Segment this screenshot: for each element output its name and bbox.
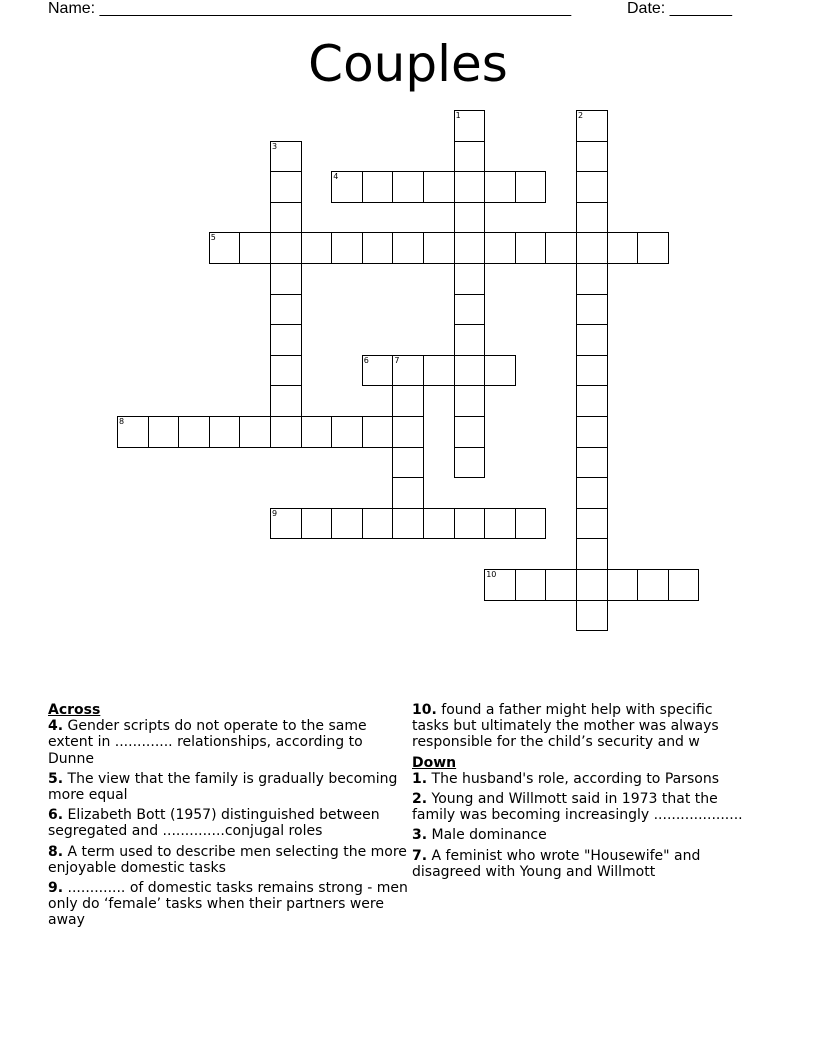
crossword-cell[interactable] bbox=[270, 508, 302, 540]
crossword-cell[interactable] bbox=[454, 171, 486, 203]
crossword-cell[interactable] bbox=[239, 232, 271, 264]
clue-number: 8 bbox=[119, 417, 125, 426]
clue-number: 6 bbox=[363, 355, 369, 365]
crossword-cell[interactable] bbox=[454, 294, 486, 326]
crossword-cell[interactable] bbox=[392, 447, 424, 479]
crossword-cell[interactable] bbox=[392, 171, 424, 203]
crossword-cell[interactable] bbox=[454, 385, 486, 417]
crossword-cell[interactable] bbox=[454, 141, 486, 173]
crossword-cell[interactable] bbox=[209, 416, 241, 448]
crossword-cell[interactable] bbox=[270, 416, 302, 448]
crossword-cell[interactable] bbox=[454, 324, 486, 356]
crossword-cell[interactable] bbox=[515, 232, 547, 264]
crossword-cell[interactable] bbox=[362, 355, 394, 387]
clue-number: 5 bbox=[210, 233, 216, 243]
across-clue-6: 6. Elizabeth Bott (1957) distinguished between segregated and ..............conjugal roles bbox=[48, 807, 380, 840]
crossword-cell[interactable] bbox=[270, 171, 302, 203]
crossword-cell[interactable] bbox=[454, 355, 486, 387]
crossword-cell[interactable] bbox=[392, 508, 424, 540]
crossword-cell[interactable] bbox=[301, 508, 333, 540]
crossword-cell[interactable] bbox=[454, 232, 486, 264]
crossword-cell[interactable] bbox=[301, 416, 333, 448]
clue-number: 3 bbox=[272, 141, 278, 151]
crossword-cell[interactable] bbox=[270, 324, 302, 356]
crossword-cell[interactable] bbox=[576, 569, 608, 601]
across-clue-4: 4. Gender scripts do not operate to the same extent in ............. relationships, according to Dunne bbox=[48, 718, 367, 767]
crossword-cell[interactable] bbox=[454, 202, 486, 234]
crossword-cell[interactable] bbox=[576, 355, 608, 387]
crossword-cell[interactable] bbox=[454, 508, 486, 540]
crossword-cell[interactable] bbox=[178, 416, 210, 448]
crossword-cell[interactable] bbox=[545, 569, 577, 601]
page-title: Couples bbox=[308, 35, 508, 93]
crossword-cell[interactable] bbox=[392, 416, 424, 448]
clue-number: 7 bbox=[394, 355, 400, 365]
crossword-cell[interactable] bbox=[270, 355, 302, 387]
crossword-cell[interactable] bbox=[117, 416, 149, 448]
crossword-cell[interactable] bbox=[454, 447, 486, 479]
clue-number: 2 bbox=[578, 111, 584, 120]
crossword-cell[interactable] bbox=[576, 600, 608, 632]
crossword-cell[interactable] bbox=[484, 171, 516, 203]
crossword-cell[interactable] bbox=[423, 355, 455, 387]
crossword-cell[interactable] bbox=[607, 569, 639, 601]
crossword-cell[interactable] bbox=[576, 385, 608, 417]
crossword-cell[interactable] bbox=[576, 324, 608, 356]
across-clue-5: 5. The view that the family is gradually becoming more equal bbox=[48, 770, 398, 804]
crossword-cell[interactable] bbox=[515, 508, 547, 540]
crossword-cell[interactable] bbox=[576, 202, 608, 234]
crossword-cell[interactable] bbox=[576, 477, 608, 509]
crossword-cell[interactable] bbox=[515, 171, 547, 203]
across-clue-8: 8. A term used to describe men selecting the more enjoyable domestic tasks bbox=[48, 843, 407, 876]
crossword-cell[interactable] bbox=[270, 263, 302, 295]
crossword-cell[interactable] bbox=[270, 385, 302, 417]
down-clue-3: 3. Male dominance bbox=[412, 827, 547, 844]
clues-column-left bbox=[48, 702, 408, 933]
across-clue-9: 9. ............. of domestic tasks remains strong - men only do ‘female’ tasks when their partners were away bbox=[48, 880, 408, 929]
clue-number: 9 bbox=[272, 508, 278, 518]
clue-number: 4 bbox=[333, 172, 339, 182]
crossword-cell[interactable] bbox=[576, 171, 608, 203]
crossword-cell[interactable] bbox=[576, 416, 608, 448]
crossword-cell[interactable] bbox=[209, 232, 241, 264]
clue-number: 1 bbox=[455, 111, 461, 120]
crossword-cell[interactable] bbox=[484, 508, 516, 540]
crossword-cell[interactable] bbox=[576, 538, 608, 570]
down-clue-2: 2. Young and Willmott said in 1973 that the family was becoming increasingly .................... bbox=[412, 791, 743, 824]
crossword-cell[interactable] bbox=[270, 232, 302, 264]
crossword-cell[interactable] bbox=[576, 508, 608, 540]
down-heading: Down bbox=[412, 754, 457, 771]
crossword-cell[interactable] bbox=[331, 171, 363, 203]
across-clue-10: 10. found a father might help with specific tasks but ultimately the mother was always responsible for the child’s security and w bbox=[412, 702, 719, 751]
crossword-cell[interactable] bbox=[576, 232, 608, 264]
crossword-cell[interactable] bbox=[270, 202, 302, 234]
crossword-cell[interactable] bbox=[392, 355, 424, 387]
crossword-cell[interactable] bbox=[423, 232, 455, 264]
crossword-cell[interactable] bbox=[270, 141, 302, 173]
crossword-cell[interactable] bbox=[362, 416, 394, 448]
clues-column-right bbox=[412, 702, 752, 884]
crossword-cell[interactable] bbox=[392, 385, 424, 417]
crossword-cell[interactable] bbox=[637, 232, 669, 264]
crossword-cell[interactable] bbox=[392, 232, 424, 264]
crossword-cell[interactable] bbox=[392, 477, 424, 509]
crossword-cell[interactable] bbox=[576, 263, 608, 295]
crossword-cell[interactable] bbox=[484, 355, 516, 387]
across-heading: Across bbox=[48, 702, 101, 718]
crossword-cell[interactable] bbox=[545, 232, 577, 264]
crossword-cell[interactable] bbox=[454, 110, 486, 142]
crossword-cell[interactable] bbox=[362, 232, 394, 264]
crossword-cell[interactable] bbox=[515, 569, 547, 601]
clue-number: 10 bbox=[486, 570, 497, 579]
crossword-cell[interactable] bbox=[331, 232, 363, 264]
crossword-cell[interactable] bbox=[423, 508, 455, 540]
crossword-cell[interactable] bbox=[331, 508, 363, 540]
crossword-cell[interactable] bbox=[423, 171, 455, 203]
crossword-cell[interactable] bbox=[576, 110, 608, 142]
crossword-cell[interactable] bbox=[270, 294, 302, 326]
crossword-cell[interactable] bbox=[362, 508, 394, 540]
crossword-cell[interactable] bbox=[331, 416, 363, 448]
crossword-cell[interactable] bbox=[668, 569, 700, 601]
crossword-cell[interactable] bbox=[362, 171, 394, 203]
crossword-cell[interactable] bbox=[637, 569, 669, 601]
down-clue-1: 1. The husband's role, according to Parsons bbox=[412, 770, 719, 787]
crossword-cell[interactable] bbox=[454, 416, 486, 448]
crossword-cell[interactable] bbox=[576, 141, 608, 173]
crossword-cell[interactable] bbox=[484, 569, 516, 601]
crossword-cell[interactable] bbox=[484, 232, 516, 264]
crossword-cell[interactable] bbox=[239, 416, 271, 448]
crossword-cell[interactable] bbox=[576, 447, 608, 479]
date-field-label: Date: _______ bbox=[627, 0, 732, 17]
crossword-cell[interactable] bbox=[301, 232, 333, 264]
crossword-cell[interactable] bbox=[454, 263, 486, 295]
name-field-label: Name: _____________________________________________________ bbox=[48, 0, 572, 17]
crossword-cell[interactable] bbox=[148, 416, 180, 448]
crossword-cell[interactable] bbox=[576, 294, 608, 326]
down-clue-7: 7. A feminist who wrote "Housewife" and disagreed with Young and Willmott bbox=[412, 847, 701, 880]
crossword-cell[interactable] bbox=[607, 232, 639, 264]
